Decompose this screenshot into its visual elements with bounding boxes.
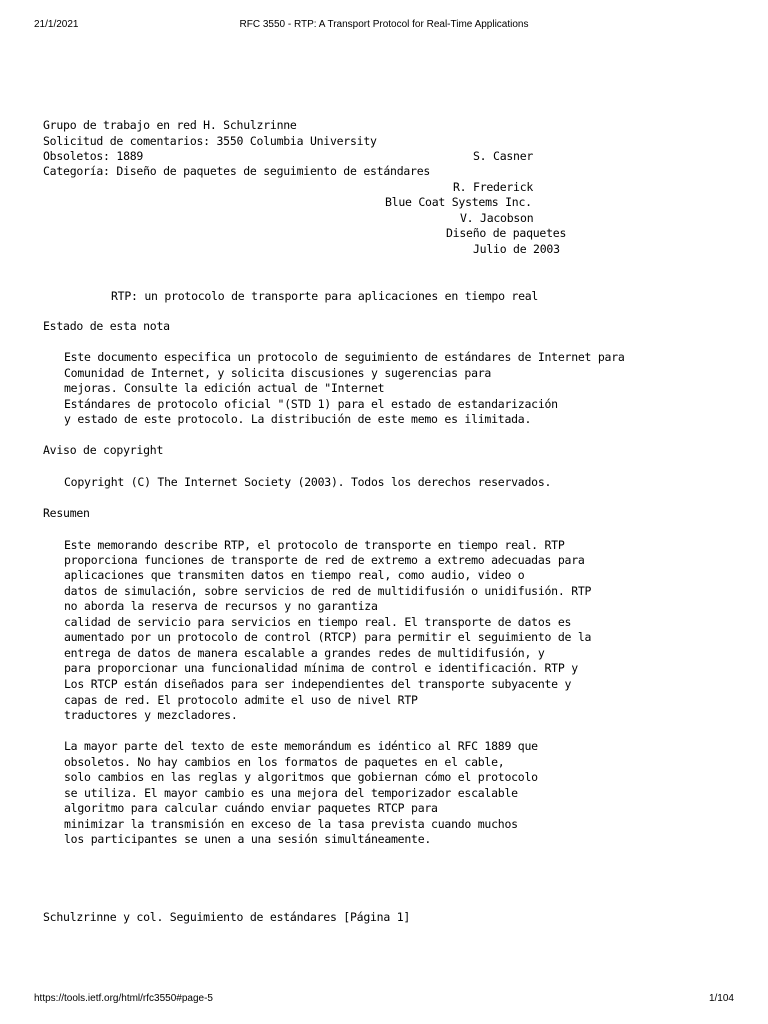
- abstract-line: Este memorando describe RTP, el protocolo de transporte en tiempo real. RTP: [64, 538, 565, 552]
- abstract-line: calidad de servicio para servicios en tiempo real. El transporte de datos es: [64, 615, 572, 629]
- abstract-line: solo cambios en las reglas y algoritmos que gobiernan cómo el protocolo: [64, 770, 538, 784]
- abstract-line: aplicaciones que transmiten datos en tiempo real, como audio, video o: [64, 568, 525, 582]
- status-line: Estándares de protocolo oficial "(STD 1) para el estado de estandarización: [64, 397, 558, 411]
- section-heading-status: Estado de esta nota: [43, 319, 170, 333]
- abstract-line: algoritmo para calcular cuándo enviar paquetes RTCP para: [64, 801, 438, 815]
- abstract-line: La mayor parte del texto de este memorándum es idéntico al RFC 1889 que: [64, 739, 538, 753]
- section-heading-abstract: Resumen: [43, 506, 90, 520]
- print-page-counter: 1/104: [708, 993, 734, 1004]
- header-date: Julio de 2003: [473, 242, 560, 256]
- abstract-line: datos de simulación, sobre servicios de red de multidifusión o unidifusión. RTP: [64, 584, 592, 598]
- header-rfc-number: Solicitud de comentarios: 3550 Columbia University: [43, 134, 377, 148]
- header-org-bluecoat: Blue Coat Systems Inc.: [385, 195, 532, 209]
- copyright-text: Copyright (C) The Internet Society (2003). Todos los derechos reservados.: [64, 475, 552, 489]
- print-date: 21/1/2021: [34, 19, 79, 30]
- abstract-line: se utiliza. El mayor cambio es una mejora del temporizador escalable: [64, 786, 518, 800]
- abstract-line: entrega de datos de manera escalable a grandes redes de multidifusión, y: [64, 646, 545, 660]
- status-line: mejoras. Consulte la edición actual de "Internet: [64, 381, 385, 395]
- print-page-title: RFC 3550 - RTP: A Transport Protocol for Real-Time Applications: [239, 19, 529, 30]
- abstract-line: los participantes se unen a una sesión simultáneamente.: [64, 832, 432, 846]
- status-line: y estado de este protocolo. La distribución de este memo es ilimitada.: [64, 412, 532, 426]
- header-author-casner: S. Casner: [473, 149, 534, 163]
- abstract-line: capas de red. El protocolo admite el uso de nivel RTP: [64, 693, 418, 707]
- header-author-jacobson: V. Jacobson: [460, 211, 534, 225]
- section-heading-copyright: Aviso de copyright: [43, 443, 164, 457]
- header-category: Categoría: Diseño de paquetes de seguimiento de estándares: [43, 164, 431, 178]
- header-author-frederick: R. Frederick: [453, 180, 534, 194]
- abstract-line: obsoletos. No hay cambios en los formatos de paquetes en el cable,: [64, 755, 505, 769]
- print-url[interactable]: https://tools.ietf.org/html/rfc3550#page-5: [34, 993, 213, 1004]
- document-title: RTP: un protocolo de transporte para aplicaciones en tiempo real: [111, 289, 539, 303]
- header-org-packet-design: Diseño de paquetes: [446, 226, 567, 240]
- abstract-line: para proporcionar una funcionalidad mínima de control e identificación. RTP y: [64, 661, 578, 675]
- abstract-line: minimizar la transmisión en exceso de la tasa prevista cuando muchos: [64, 817, 518, 831]
- abstract-line: proporciona funciones de transporte de red de extremo a extremo adecuadas para: [64, 553, 585, 567]
- page-footer-line: Schulzrinne y col. Seguimiento de estándares [Página 1]: [43, 910, 411, 924]
- status-line: Este documento especifica un protocolo de seguimiento de estándares de Internet para: [64, 350, 625, 364]
- abstract-line: Los RTCP están diseñados para ser independientes del transporte subyacente y: [64, 677, 572, 691]
- header-obsoletes: Obsoletos: 1889: [43, 149, 144, 163]
- header-working-group: Grupo de trabajo en red H. Schulzrinne: [43, 118, 297, 132]
- abstract-line: aumentado por un protocolo de control (RTCP) para permitir el seguimiento de la: [64, 630, 592, 644]
- abstract-line: no aborda la reserva de recursos y no garantiza: [64, 599, 378, 613]
- abstract-line: traductores y mezcladores.: [64, 708, 238, 722]
- status-line: Comunidad de Internet, y solicita discusiones y sugerencias para: [64, 366, 492, 380]
